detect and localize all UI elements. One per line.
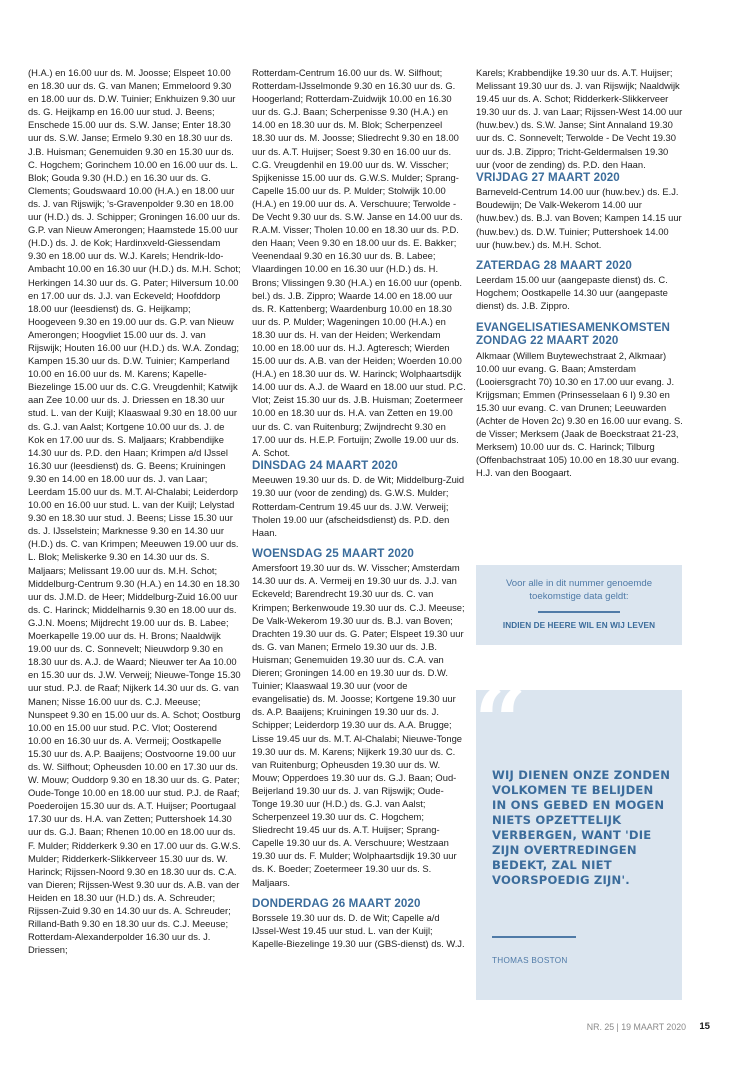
note-condition: INDIEN DE HEERE WIL EN WIJ LEVEN: [502, 621, 656, 630]
church-services-list: (H.A.) en 16.00 uur ds. M. Joosse; Elspeet 10.00 en 18.30 uur ds. G. van Manen; Emmeloord 9.30 en 18.00 uur ds. D.W. Tuinier; Enkhuizen 9.30 uur ds. G. Heijkamp en 16.00 uur stud. J. Beens; Enschede 15.00 uur ds. S.W. Janse; Enter 18.30 uur ds. S.W. Janse; Ermelo 9.30 en 18.30 uur ds. J.B. Huisman; Genemuiden 9.30 en 15.30 uur ds. C. Hogchem; Gorinchem 10.00 en 16.00 uur ds. L. Blok; Gouda 9.30 (H.D.) en 16.30 uur ds. G. Clements; Goudswaard 10.00 (H.A.) en 18.00 uur ds. J. van Rijswijk; 's-Gravenpolder 9.30 en 18.00 uur (H.D.) ds. J. Schipper; Groningen 16.00 uur ds. G.P. van Nieuw Amerongen; Haamstede 15.00 uur (H.D.) ds. J. de Kok; Hardinxveld-Giessendam 9.30 en 18.00 uur ds. W.J. Karels; Hendrik-Ido-Ambacht 10.00 en 16.30 uur (H.D.) ds. M.H. Schot; Herkingen 14.30 uur ds. G. Pater; Hilversum 10.00 en 17.00 uur ds. J.J. van Eckeveld; Hoofddorp 18.00 uur (leesdienst) ds. G. Heijkamp; Hoogeveen 9.30 en 19.00 uur ds. G.P. van Nieuw Amerongen; Hoogvliet 15.00 uur ds. J. van Rijswijk; Houten 16.00 uur (H.D.) ds. W.A. Zondag; Kampen 15.30 uur ds. D.W. Tuinier; Kamperland 10.00 en 16.00 uur ds. M. Karens; Kapelle-Biezelinge 15.00 uur ds. C.G. Vreugdenhil; Katwijk aan Zee 10.00 uur ds. J. Driessen en 18.30 uur stud. L. van der Kuijl; Klaaswaal 9.30 en 18.00 uur ds. G.J. van Aalst; Kortgene 10.00 uur ds. J. de Kok en 17.00 uur ds. S. Maljaars; Krabbendijke 14.30 uur ds. P.D. den Haan; Krimpen a/d IJssel 16.30 uur (leesdienst) ds. G. Beens; Kruiningen 9.30 en 14.00 en 18.00 uur ds. J. van Laar; Leerdam 15.00 uur ds. M.T. Al-Chalabi; Leiderdorp 10.00 en 16.00 uur stud. L. van der Kuijl; Lelystad 9.30 en 18.30 uur stud. J. Beens; Lisse 15.30 uur ds. J. IJsselstein; Marknesse 9.30 en 14.30 uur (H.D.) ds. C. van Krimpen; Meeuwen 19.00 uur ds. L. Blok; Meliskerke 9.30 en 14.30 uur ds. S. Maljaars; Melissant 19.00 uur ds. M.H. Schot; Middelburg-Centrum 9.30 (H.A.) en 14.30 en 18.30 uur ds. J.M.D. de Heer; Middelburg-Zuid 16.00 uur ds. C. Harinck; Middelharnis 9.30 en 18.00 uur ds. G.J.N. Moens; Mijdrecht 19.00 uur ds. B. Labee; Moerkapelle 19.00 uur ds. H. Brons; Naaldwijk 19.00 uur ds. C. Sonnevelt; Nieuwdorp 9.30 en 18.30 uur ds. A.J. de Waard; Nieuwer ter Aa 10.00 en 15.30 uur ds. J.W. Verweij; Nieuwe-Tonge 15.30 uur stud. P.J. de Raaf; Nijkerk 14.30 uur ds. G. van Manen; Nisse 16.00 uur ds. C.J. Meeuse; Nunspeet 9.30 en 15.00 uur ds. A. Schot; Oostburg 10.00 en 15.00 uur stud. P.C. Vlot; Oosterend 10.00 en 16.30 uur ds. A. Vermeij; Oostkapelle 15.30 uur ds. A.P. Baaijens; Oostvoorne 19.00 uur ds. W. Silfhout; Opheusden 10.00 en 17.30 uur ds. W. Mouw; Ouddorp 9.30 en 18.30 uur ds. G. Pater; Oude-Tonge 10.00 en 18.00 uur stud. P.J. de Raaf; Poederoijen 15.30 uur ds. A.T. Huijser; Poortugaal 17.30 uur ds. H.A. van Zetten; Puttershoek 14.30 uur ds. G.J. Baan; Rhenen 10.00 en 18.00 uur ds. F. Mulder; Ridderkerk 9.30 en 17.00 uur ds. G.W.S. Mulder; Ridderkerk-Slikkerveer 15.30 uur ds. W. Harinck; Rijssen-Noord 9.30 en 18.30 uur ds. C.A. van Dieren; Rijssen-West 9.30 uur ds. A.B. van der Heiden en 18.30 uur (H.D.) ds. A. Schreuder; Rijssen-Zuid 9.30 en 14.30 uur ds. A. Schreuder; Rilland-Bath 9.30 en 18.30 uur ds. C.J. Meeuse; Rotterdam-Alexanderpolder 16.30 uur ds. J. Driessen;: [28, 67, 241, 956]
section-evangelisation: [476, 321, 684, 480]
column-2: [252, 66, 466, 958]
section-text: Meeuwen 19.30 uur ds. D. de Wit; Middelburg-Zuid 19.30 uur (voor de zending) ds. G.W.S. Mulder; Rotterdam-Centrum 19.45 uur ds. J.W. Verweij; Tholen 19.00 uur (afscheidsdienst) ds. P.D. den Haan.: [252, 474, 465, 538]
section-thursday: [252, 897, 466, 951]
section-text: Alkmaar (Willem Buytewechstraat 2, Alkmaar) 10.00 uur evang. G. Baan; Amsterdam (Looiersgracht 70) 10.30 en 17.00 uur evang. J. Krijgsman; Emmen (Prinsesselaan 6 I) 9.30 en 15.30 uur evang. C. van Drunen; Leeuwarden (Achter de Hoven 2c) 9.30 en 16.00 uur evang. S. de Visser; Merksem (Jaak de Boeckstraat 21-23, Merksem) 10.00 uur ds. C. Harinck; Tilburg (Offenbachstraat 105) 10.00 en 18.30 uur evang. H.J. van den Boogaart.: [476, 349, 683, 479]
section-text: Leerdam 15.00 uur (aangepaste dienst) ds. C. Hogchem; Oostkapelle 14.30 uur (aangepaste dienst) ds. J.B. Zippro.: [476, 274, 668, 312]
column-1: [28, 66, 241, 956]
quote-mark-icon: “: [474, 668, 527, 776]
quote-text: WIJ DIENEN ONZE ZONDEN VOLKOMEN TE BELIJDEN IN ONS GEBED EN MOGEN NIETS OPZETTELIJK VERBERGEN, WANT 'DIE ZIJN OVERTREDINGEN BEDEKT, ZAL NIET VOORSPOEDIG ZIJN'.: [492, 768, 671, 887]
church-services-list-continued: Karels; Krabbendijke 19.30 uur ds. A.T. Huijser; Melissant 19.30 uur ds. J. van Rijswijk; Naaldwijk 19.45 uur ds. A. Schot; Ridderkerk-Slikkerveer 19.30 uur ds. J. van Laar; Rijssen-West 14.00 uur (huw.bev.) ds. S.W. Janse; Sint Annaland 19.30 uur ds. C. Sonnevelt; Terwolde - De Vecht 19.30 uur ds. J.B. Zippro; Tricht-Geldermalsen 19.30 uur (voor de zending) ds. P.D. den Haan.: [476, 67, 683, 170]
quote-author: THOMAS BOSTON: [492, 956, 568, 965]
note-divider: [538, 611, 620, 613]
section-heading: DONDERDAG 26 MAART 2020: [252, 896, 421, 910]
section-heading: VRIJDAG 27 MAART 2020: [476, 170, 620, 184]
section-text: Amersfoort 19.30 uur ds. W. Visscher; Amsterdam 14.30 uur ds. A. Vermeij en 19.30 uur ds. J.J. van Eckeveld; Barendrecht 19.30 uur ds. C. van Krimpen; Berkenwoude 19.30 uur ds. C.J. Meeuse; De Valk-Wekerom 19.30 uur ds. B.J. van Boven; Drachten 19.30 uur ds. G. Pater; Elspeet 19.30 uur ds. G. van Manen; Ermelo 19.30 uur ds. J.B. Huisman; Genemuiden 19.30 uur ds. C.A. van Dieren; Groningen 14.00 en 19.30 uur ds. D.W. Tuinier; Klaaswaal 19.30 uur (voor de evangelisatie) ds. M. Joosse; Kortgene 19.30 uur ds. A.P. Baaijens; Kruiningen 19.30 uur ds. J. Schipper; Leiderdorp 19.30 uur ds. A.A. Brugge; Lisse 19.45 uur ds. M.T. Al-Chalabi; Nieuwe-Tonge 19.30 uur ds. M. Karens; Nijkerk 19.30 uur ds. C. van Ruitenburg; Opheusden 19.30 uur ds. W. Mouw; Opperdoes 19.30 uur ds. G.J. Baan; Oud-Beijerland 19.30 uur ds. J. van Rijswijk; Oude-Tonge 19.30 uur (H.D.) ds. G.J. van Aalst; Scherpenzeel 19.30 uur ds. C. Hogchem; Sliedrecht 19.45 uur ds. A.T. Huijser; Sprang-Capelle 19.30 uur ds. A. Verschuure; Westzaan 19.30 uur ds. F. Mulder; Wolphaartsdijk 19.30 uur ds. K. Boeder; Zoetermeer 19.30 uur ds. S. Maljaars.: [252, 562, 465, 888]
page-footer: [560, 1020, 710, 1034]
column-3: [476, 66, 684, 487]
section-heading: WOENSDAG 25 MAART 2020: [252, 546, 414, 560]
page-number: 15: [699, 1021, 710, 1032]
section-heading: ZATERDAG 28 MAART 2020: [476, 258, 632, 272]
issue-info: NR. 25 | 19 MAART 2020: [586, 1022, 686, 1032]
quote-divider: [492, 936, 576, 938]
section-saturday: [476, 259, 684, 313]
section-heading: DINSDAG 24 MAART 2020: [252, 458, 398, 472]
section-text: Barneveld-Centrum 14.00 uur (huw.bev.) ds. E.J. Boudewijn; De Valk-Wekerom 14.00 uur (huw.bev.) ds. B.J. van Boven; Kampen 14.15 uur (huw.bev.) ds. D.W. Tuinier; Puttershoek 14.00 uur (huw.bev.) ds. M.H. Schot.: [476, 186, 682, 250]
section-friday: [476, 171, 684, 251]
section-tuesday: [252, 459, 466, 539]
section-wednesday: [252, 547, 466, 889]
section-heading: EVANGELISATIESAMENKOMSTEN ZONDAG 22 MAART 2020: [476, 320, 671, 347]
note-box: [476, 565, 682, 645]
church-services-list-continued: Rotterdam-Centrum 16.00 uur ds. W. Silfhout; Rotterdam-IJsselmonde 9.30 en 16.30 uur ds. G. Hoogerland; Rotterdam-Zuidwijk 10.00 en 16.30 uur ds. G.J. Baan; Scherpenisse 9.30 (H.A.) en 14.00 en 18.30 uur ds. M. Blok; Scherpenzeel 18.30 uur ds. M. Joosse; Sliedrecht 9.30 en 18.00 uur ds. A.T. Huijser; Soest 9.30 en 16.00 uur ds. C.G. Vreugdenhil en 19.00 uur ds. W. Visscher; Spijkenisse 15.00 uur ds. G.W.S. Mulder; Sprang-Capelle 15.00 uur ds. P. Mulder; Stolwijk 10.00 (H.A.) en 19.00 uur ds. A. Verschuure; Terwolde - De Vecht 9.30 uur ds. S.W. Janse en 14.00 uur ds. R.A.M. Visser; Tholen 10.00 en 18.30 uur ds. P.D. den Haan; Veen 9.30 en 18.00 uur ds. E. Bakker; Veenendaal 9.30 en 16.30 uur ds. B. Labee; Vlaardingen 10.00 en 16.30 uur (H.D.) ds. H. Brons; Vlissingen 9.30 (H.A.) en 16.00 uur (openb. bel.) ds. J.B. Zippro; Waarde 14.00 en 18.00 uur ds. R. Kattenberg; Waardenburg 10.00 en 18.30 uur ds. P. Mulder; Wageningen 10.00 (H.A.) en 18.30 uur ds. H. van der Heiden; Werkendam 10.00 en 18.00 uur ds. H.J. Agteresch; Wierden 15.00 uur ds. A.B. van der Heiden; Woerden 10.00 (H.A.) en 18.30 uur ds. W. Harinck; Wolphaartsdijk 14.00 uur ds. A.J. de Waard en 18.00 uur stud. P.C. Vlot; Zeist 15.30 uur ds. J.B. Huisman; Zoetermeer 10.00 en 18.30 uur ds. H.A. van Zetten en 19.00 uur ds. C. van Ruitenburg; Zwijndrecht 9.30 en 17.00 uur ds. H.E.P. Fortuijn; Zwolle 19.00 uur ds. A. Schot.: [252, 67, 466, 458]
section-text: Borssele 19.30 uur ds. D. de Wit; Capelle a/d IJssel-West 19.45 uur stud. L. van der Kuijl; Kapelle-Biezelinge 19.30 uur (GBS-dienst) ds. W.J.: [252, 912, 465, 950]
quote-box: [474, 668, 682, 1000]
note-text: Voor alle in dit nummer genoemde toekomstige data geldt:: [505, 578, 653, 602]
